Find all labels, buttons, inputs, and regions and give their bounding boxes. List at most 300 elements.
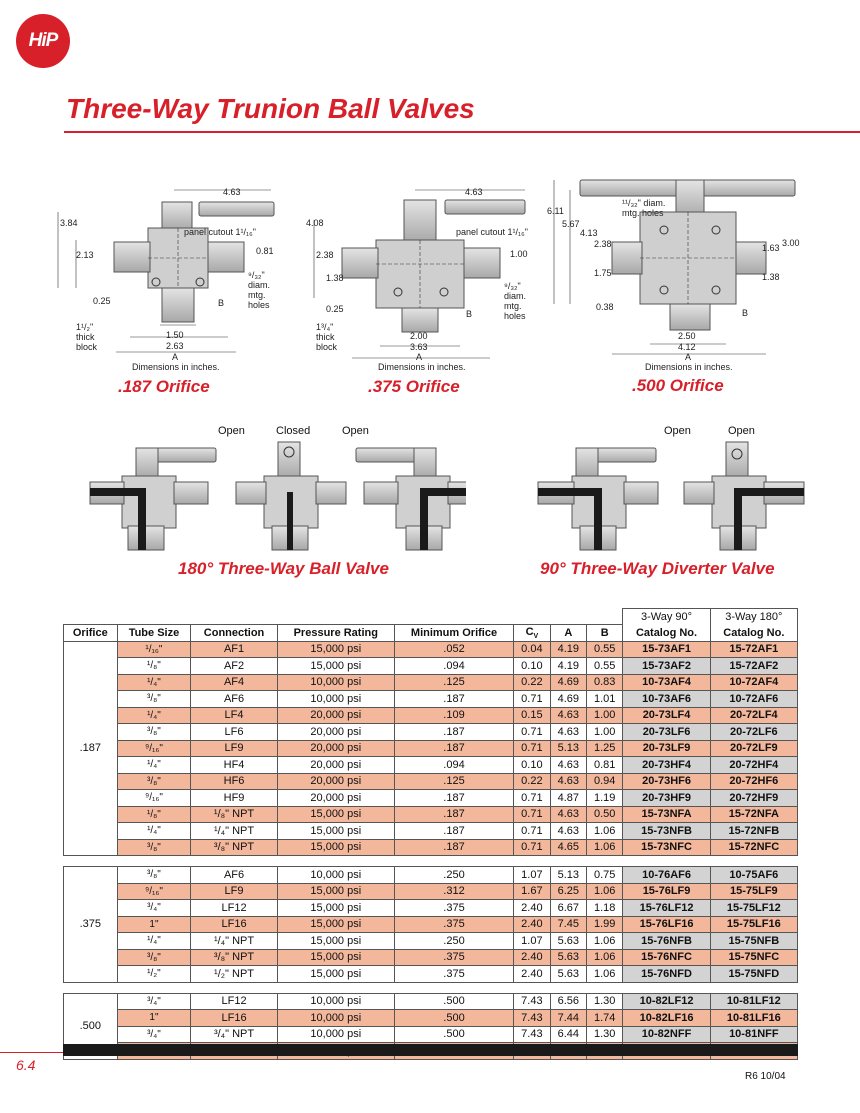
table-cell: 1"	[117, 1010, 191, 1027]
table-cell: AF2	[191, 658, 277, 675]
table-cell: .125	[394, 674, 513, 691]
table-cell: ¹/₄"	[117, 933, 191, 950]
table-cell: .187	[394, 806, 513, 823]
table-row	[64, 823, 798, 840]
table-cell: 15,000 psi	[277, 933, 394, 950]
col-header: Catalog No.	[710, 625, 797, 642]
dim-label: 1.50	[166, 330, 184, 340]
table-cell: 1.74	[587, 1010, 623, 1027]
catalog-cell: 15-75NFC	[710, 949, 797, 966]
table-cell: 1.19	[587, 790, 623, 807]
table-row	[64, 900, 798, 917]
table-row	[64, 641, 798, 658]
table-cell: 4.63	[550, 806, 586, 823]
table-cell: 10,000 psi	[277, 674, 394, 691]
dim-label: 1³/₄" thick block	[316, 322, 338, 352]
table-cell: 0.71	[514, 823, 550, 840]
table-cell: 0.71	[514, 740, 550, 757]
table-cell: 10,000 psi	[277, 1026, 394, 1043]
bottom-bar	[63, 1044, 798, 1056]
table-cell: LF16	[191, 1010, 277, 1027]
table-cell: 7.43	[514, 1010, 550, 1027]
table-cell: ³/₄"	[117, 993, 191, 1010]
table-cell: 1.00	[587, 724, 623, 741]
catalog-cell: 20-73LF4	[623, 707, 710, 724]
dim-label: A	[172, 352, 179, 362]
table-cell: .312	[394, 883, 513, 900]
table-cell: .109	[394, 707, 513, 724]
table-cell: 5.63	[550, 966, 586, 983]
dim-label: 4.08	[306, 218, 324, 228]
orifice-cell: .375	[64, 867, 118, 983]
table-cell: 0.15	[514, 707, 550, 724]
dimensions-note: Dimensions in inches.	[378, 362, 466, 372]
table-cell: 1"	[117, 916, 191, 933]
hip-logo: HiP	[16, 14, 70, 68]
table-cell: 1.06	[587, 823, 623, 840]
table-cell: 7.43	[514, 993, 550, 1010]
table-cell: 1.30	[587, 1026, 623, 1043]
table-cell: 15,000 psi	[277, 641, 394, 658]
table-row	[64, 966, 798, 983]
table-cell: 4.63	[550, 724, 586, 741]
table-cell: 1.07	[514, 933, 550, 950]
dim-label: 2.00	[410, 331, 428, 341]
table-header-row	[64, 625, 798, 642]
table-cell: 15,000 psi	[277, 883, 394, 900]
table-cell: ³/₈"	[117, 867, 191, 884]
spec-table	[63, 608, 798, 1060]
table-cell: .375	[394, 900, 513, 917]
catalog-cell: 10-81NFF	[710, 1026, 797, 1043]
table-cell: .250	[394, 933, 513, 950]
catalog-cell: 10-72AF4	[710, 674, 797, 691]
catalog-cell: 10-73AF6	[623, 691, 710, 708]
table-cell: 0.22	[514, 773, 550, 790]
catalog-cell: 10-73AF4	[623, 674, 710, 691]
table-cell: 1.00	[587, 707, 623, 724]
table-cell: 0.04	[514, 641, 550, 658]
flow-label-open: Open	[342, 425, 369, 437]
table-cell: AF4	[191, 674, 277, 691]
table-row	[64, 674, 798, 691]
table-cell: 2.40	[514, 900, 550, 917]
table-row	[64, 916, 798, 933]
table-row	[64, 691, 798, 708]
table-cell: ¹/₄"	[117, 823, 191, 840]
col-header: 3-Way 180°	[710, 609, 797, 625]
table-cell: 7.45	[550, 916, 586, 933]
table-row	[64, 658, 798, 675]
table-cell: 5.13	[550, 740, 586, 757]
catalog-cell: 10-72AF6	[710, 691, 797, 708]
col-header: Pressure Rating	[277, 625, 394, 642]
table-cell: ³/₄" NPT	[191, 1026, 277, 1043]
table-cell: 0.71	[514, 691, 550, 708]
dim-label: 2.38	[316, 250, 334, 260]
table-cell: 6.25	[550, 883, 586, 900]
table-cell: ³/₈"	[117, 773, 191, 790]
table-cell: 4.19	[550, 658, 586, 675]
dim-label: 5.67	[562, 219, 580, 229]
catalog-cell: 20-73HF6	[623, 773, 710, 790]
dimensions-note: Dimensions in inches.	[132, 362, 220, 372]
dim-label: 1¹/₂" thick block	[76, 322, 98, 352]
col-header: A	[550, 625, 586, 642]
table-cell: 0.83	[587, 674, 623, 691]
table-cell: 1.06	[587, 949, 623, 966]
table-cell: 20,000 psi	[277, 707, 394, 724]
table-cell: 1.06	[587, 966, 623, 983]
dim-label: B	[218, 298, 225, 308]
table-cell: LF4	[191, 707, 277, 724]
catalog-cell: 15-76LF16	[623, 916, 710, 933]
table-cell: 2.40	[514, 949, 550, 966]
table-cell: 1.18	[587, 900, 623, 917]
flow-diagram-90	[536, 440, 806, 560]
table-cell: LF6	[191, 724, 277, 741]
table-row	[64, 806, 798, 823]
table-cell: ⁹/₁₆"	[117, 740, 191, 757]
table-cell: 15,000 psi	[277, 658, 394, 675]
table-cell: .187	[394, 839, 513, 856]
dim-label: 3.63	[410, 342, 428, 352]
table-cell: ¹/₈"	[117, 806, 191, 823]
table-cell: 6.44	[550, 1026, 586, 1043]
table-cell: 1.25	[587, 740, 623, 757]
table-cell: ¹/₂" NPT	[191, 966, 277, 983]
dim-label: 4.63	[223, 187, 241, 197]
table-cell: 7.43	[514, 1026, 550, 1043]
table-cell: 0.50	[587, 806, 623, 823]
catalog-cell: 10-75AF6	[710, 867, 797, 884]
col-header: Tube Size	[117, 625, 191, 642]
orifice-cell: .500	[64, 993, 118, 1059]
table-cell: 20,000 psi	[277, 790, 394, 807]
table-cell: 0.55	[587, 658, 623, 675]
page-number-rule	[0, 1052, 64, 1053]
catalog-cell: 20-72HF9	[710, 790, 797, 807]
table-cell: 0.71	[514, 724, 550, 741]
page-number: 6.4	[16, 1057, 36, 1073]
catalog-cell: 20-73HF4	[623, 757, 710, 774]
table-row	[64, 993, 798, 1010]
table-cell: ³/₄"	[117, 900, 191, 917]
table-row	[64, 740, 798, 757]
dim-label: 3.00	[782, 238, 800, 248]
catalog-cell: 10-82NFF	[623, 1026, 710, 1043]
table-cell: 4.69	[550, 674, 586, 691]
catalog-cell: 20-73LF6	[623, 724, 710, 741]
table-cell: AF6	[191, 867, 277, 884]
table-cell: 0.71	[514, 790, 550, 807]
table-cell: ³/₈"	[117, 949, 191, 966]
dim-label: B	[466, 309, 473, 319]
table-cell: 1.06	[587, 933, 623, 950]
table-cell: 4.69	[550, 691, 586, 708]
table-cell: 2.40	[514, 966, 550, 983]
table-row	[64, 1026, 798, 1043]
dim-label: ⁹/₃₂" diam. mtg. holes	[248, 270, 271, 310]
table-row	[64, 883, 798, 900]
flow-label-open: Open	[218, 425, 245, 437]
table-cell: 4.63	[550, 823, 586, 840]
table-row	[64, 949, 798, 966]
dim-label: 2.50	[678, 331, 696, 341]
table-cell: ³/₄"	[117, 1026, 191, 1043]
table-cell: ⁹/₁₆"	[117, 790, 191, 807]
table-cell: 10,000 psi	[277, 691, 394, 708]
catalog-cell: 20-72LF4	[710, 707, 797, 724]
dimensions-note: Dimensions in inches.	[645, 362, 733, 372]
table-cell: .500	[394, 993, 513, 1010]
catalog-cell: 15-73AF2	[623, 658, 710, 675]
catalog-cell: 15-75LF16	[710, 916, 797, 933]
table-cell: AF1	[191, 641, 277, 658]
table-cell: 4.63	[550, 773, 586, 790]
table-cell: 15,000 psi	[277, 839, 394, 856]
col-header: Connection	[191, 625, 277, 642]
table-cell: ¹/₈"	[117, 658, 191, 675]
catalog-cell: 15-72NFC	[710, 839, 797, 856]
table-row	[64, 867, 798, 884]
catalog-cell: 10-82LF16	[623, 1010, 710, 1027]
table-cell: 0.94	[587, 773, 623, 790]
table-cell: ¹/₄"	[117, 674, 191, 691]
table-cell: 15,000 psi	[277, 823, 394, 840]
table-cell: ³/₈"	[117, 691, 191, 708]
table-cell: .375	[394, 916, 513, 933]
flow-label-open: Open	[728, 425, 755, 437]
table-cell: 0.75	[587, 867, 623, 884]
dim-label: ⁹/₃₂" diam. mtg. holes	[504, 281, 527, 321]
table-cell: ¹/₄"	[117, 707, 191, 724]
catalog-cell: 20-72HF4	[710, 757, 797, 774]
table-cell: 4.65	[550, 839, 586, 856]
table-cell: 20,000 psi	[277, 724, 394, 741]
table-cell: 4.63	[550, 757, 586, 774]
catalog-cell: 15-75NFD	[710, 966, 797, 983]
table-cell: 6.67	[550, 900, 586, 917]
table-cell: 7.44	[550, 1010, 586, 1027]
catalog-cell: 10-82LF12	[623, 993, 710, 1010]
table-header-row	[64, 609, 798, 625]
table-cell: LF12	[191, 993, 277, 1010]
dim-label: 1.63	[762, 243, 780, 253]
table-cell: HF4	[191, 757, 277, 774]
catalog-cell: 15-72NFA	[710, 806, 797, 823]
table-cell: ³/₈"	[117, 724, 191, 741]
flow-diagram-180	[86, 440, 466, 560]
dim-label: 1.38	[762, 272, 780, 282]
dim-label: 6.11	[547, 206, 564, 216]
catalog-cell: 15-72NFB	[710, 823, 797, 840]
table-cell: 15,000 psi	[277, 966, 394, 983]
table-cell: 0.22	[514, 674, 550, 691]
table-cell: 1.67	[514, 883, 550, 900]
catalog-cell: 15-76LF9	[623, 883, 710, 900]
dim-label: 2.13	[76, 250, 94, 260]
table-cell: .500	[394, 1026, 513, 1043]
table-cell: 0.71	[514, 839, 550, 856]
table-cell: 1.06	[587, 839, 623, 856]
catalog-cell: 10-76AF6	[623, 867, 710, 884]
table-row	[64, 757, 798, 774]
catalog-cell: 15-75NFB	[710, 933, 797, 950]
table-cell: 1.07	[514, 867, 550, 884]
table-cell: .250	[394, 867, 513, 884]
table-cell: .052	[394, 641, 513, 658]
table-cell: 20,000 psi	[277, 757, 394, 774]
table-cell: LF9	[191, 740, 277, 757]
catalog-cell: 15-73NFC	[623, 839, 710, 856]
dim-label: panel cutout 1¹/₁₆"	[456, 227, 528, 237]
catalog-cell: 20-72LF9	[710, 740, 797, 757]
table-row	[64, 790, 798, 807]
col-header: Minimum Orifice	[394, 625, 513, 642]
dim-label: 0.38	[596, 302, 614, 312]
table-cell: .187	[394, 740, 513, 757]
table-cell: ¹/₄" NPT	[191, 933, 277, 950]
catalog-cell: 15-75LF12	[710, 900, 797, 917]
table-cell: 10,000 psi	[277, 867, 394, 884]
table-cell: 4.87	[550, 790, 586, 807]
table-cell: 0.10	[514, 658, 550, 675]
dim-label: A	[685, 352, 692, 362]
dim-label: panel cutout 1¹/₁₆"	[184, 227, 256, 237]
table-cell: HF9	[191, 790, 277, 807]
catalog-cell: 15-73AF1	[623, 641, 710, 658]
table-cell: 15,000 psi	[277, 806, 394, 823]
table-gap	[64, 982, 798, 993]
table-cell: LF16	[191, 916, 277, 933]
table-cell: 20,000 psi	[277, 740, 394, 757]
table-cell: ⁹/₁₆"	[117, 883, 191, 900]
dim-label: 1.00	[510, 249, 528, 259]
table-cell: .094	[394, 757, 513, 774]
table-cell: 4.19	[550, 641, 586, 658]
catalog-cell: 15-73NFB	[623, 823, 710, 840]
table-gap	[64, 856, 798, 867]
table-row	[64, 1010, 798, 1027]
dim-label: 0.81	[256, 246, 274, 256]
table-cell: 5.63	[550, 949, 586, 966]
title-divider	[64, 131, 860, 133]
table-row	[64, 707, 798, 724]
table-cell: 10,000 psi	[277, 1010, 394, 1027]
catalog-cell: 15-76NFB	[623, 933, 710, 950]
dim-label: 3.84	[60, 218, 78, 228]
table-cell: LF9	[191, 883, 277, 900]
valve-caption-90: 90° Three-Way Diverter Valve	[540, 559, 775, 578]
orifice-caption: .187 Orifice	[118, 377, 210, 396]
table-cell: ³/₈" NPT	[191, 839, 277, 856]
table-cell: 1.30	[587, 993, 623, 1010]
table-cell: AF6	[191, 691, 277, 708]
col-header: $C_V$	[514, 625, 550, 642]
revision-label: R6 10/04	[745, 1071, 786, 1082]
table-cell: .375	[394, 966, 513, 983]
table-cell: .187	[394, 790, 513, 807]
catalog-cell: 20-72HF6	[710, 773, 797, 790]
table-cell: ¹/₁₆"	[117, 641, 191, 658]
orifice-caption: .500 Orifice	[632, 376, 724, 395]
dim-label: 4.63	[465, 187, 483, 197]
catalog-cell: 15-75LF9	[710, 883, 797, 900]
table-cell: ³/₈"	[117, 839, 191, 856]
table-cell: ¹/₄"	[117, 757, 191, 774]
table-row	[64, 773, 798, 790]
dim-label: A	[416, 352, 423, 362]
col-header: Catalog No.	[623, 625, 710, 642]
table-cell: 20,000 psi	[277, 773, 394, 790]
catalog-cell: 20-73LF9	[623, 740, 710, 757]
catalog-cell: 15-72AF2	[710, 658, 797, 675]
dim-label: 2.38	[594, 239, 612, 249]
table-cell: 0.81	[587, 757, 623, 774]
table-cell: .094	[394, 658, 513, 675]
dim-label: 0.25	[326, 304, 344, 314]
catalog-cell: 15-76LF12	[623, 900, 710, 917]
dim-label: 4.12	[678, 342, 696, 352]
col-header: 3-Way 90°	[623, 609, 710, 625]
table-cell: 15,000 psi	[277, 949, 394, 966]
table-cell: 5.13	[550, 867, 586, 884]
catalog-cell: 15-76NFD	[623, 966, 710, 983]
table-cell: LF12	[191, 900, 277, 917]
page-title: Three-Way Trunion Ball Valves	[66, 93, 475, 124]
table-cell: ¹/₂"	[117, 966, 191, 983]
catalog-cell: 20-73HF9	[623, 790, 710, 807]
table-cell: .187	[394, 724, 513, 741]
catalog-cell: 15-72AF1	[710, 641, 797, 658]
table-row	[64, 839, 798, 856]
table-cell: 15,000 psi	[277, 900, 394, 917]
valve-caption-180: 180° Three-Way Ball Valve	[178, 559, 389, 578]
table-cell: 0.10	[514, 757, 550, 774]
dim-label: ¹¹/₃₂" diam. mtg. holes	[622, 198, 666, 218]
table-cell: .125	[394, 773, 513, 790]
table-cell: 4.63	[550, 707, 586, 724]
table-cell: ¹/₈" NPT	[191, 806, 277, 823]
orifice-cell: .187	[64, 641, 118, 856]
catalog-cell: 20-72LF6	[710, 724, 797, 741]
catalog-cell: 10-81LF16	[710, 1010, 797, 1027]
dim-label: 4.13	[580, 228, 598, 238]
table-cell: 1.06	[587, 883, 623, 900]
dim-label: 0.25	[93, 296, 111, 306]
dim-label: 1.38	[326, 273, 344, 283]
table-cell: ³/₈" NPT	[191, 949, 277, 966]
table-cell: 1.99	[587, 916, 623, 933]
table-cell: .187	[394, 691, 513, 708]
table-cell: 0.71	[514, 806, 550, 823]
col-header: Orifice	[64, 625, 118, 642]
table-cell: .187	[394, 823, 513, 840]
dim-label: 1.75	[594, 268, 612, 278]
table-cell: 0.55	[587, 641, 623, 658]
catalog-cell: 15-76NFC	[623, 949, 710, 966]
dim-label: 2.63	[166, 341, 184, 351]
dim-label: B	[742, 308, 749, 318]
orifice-caption: .375 Orifice	[368, 377, 460, 396]
table-cell: 6.56	[550, 993, 586, 1010]
table-cell: .500	[394, 1010, 513, 1027]
col-header: B	[587, 625, 623, 642]
catalog-cell: 15-73NFA	[623, 806, 710, 823]
table-row	[64, 724, 798, 741]
table-cell: 15,000 psi	[277, 916, 394, 933]
